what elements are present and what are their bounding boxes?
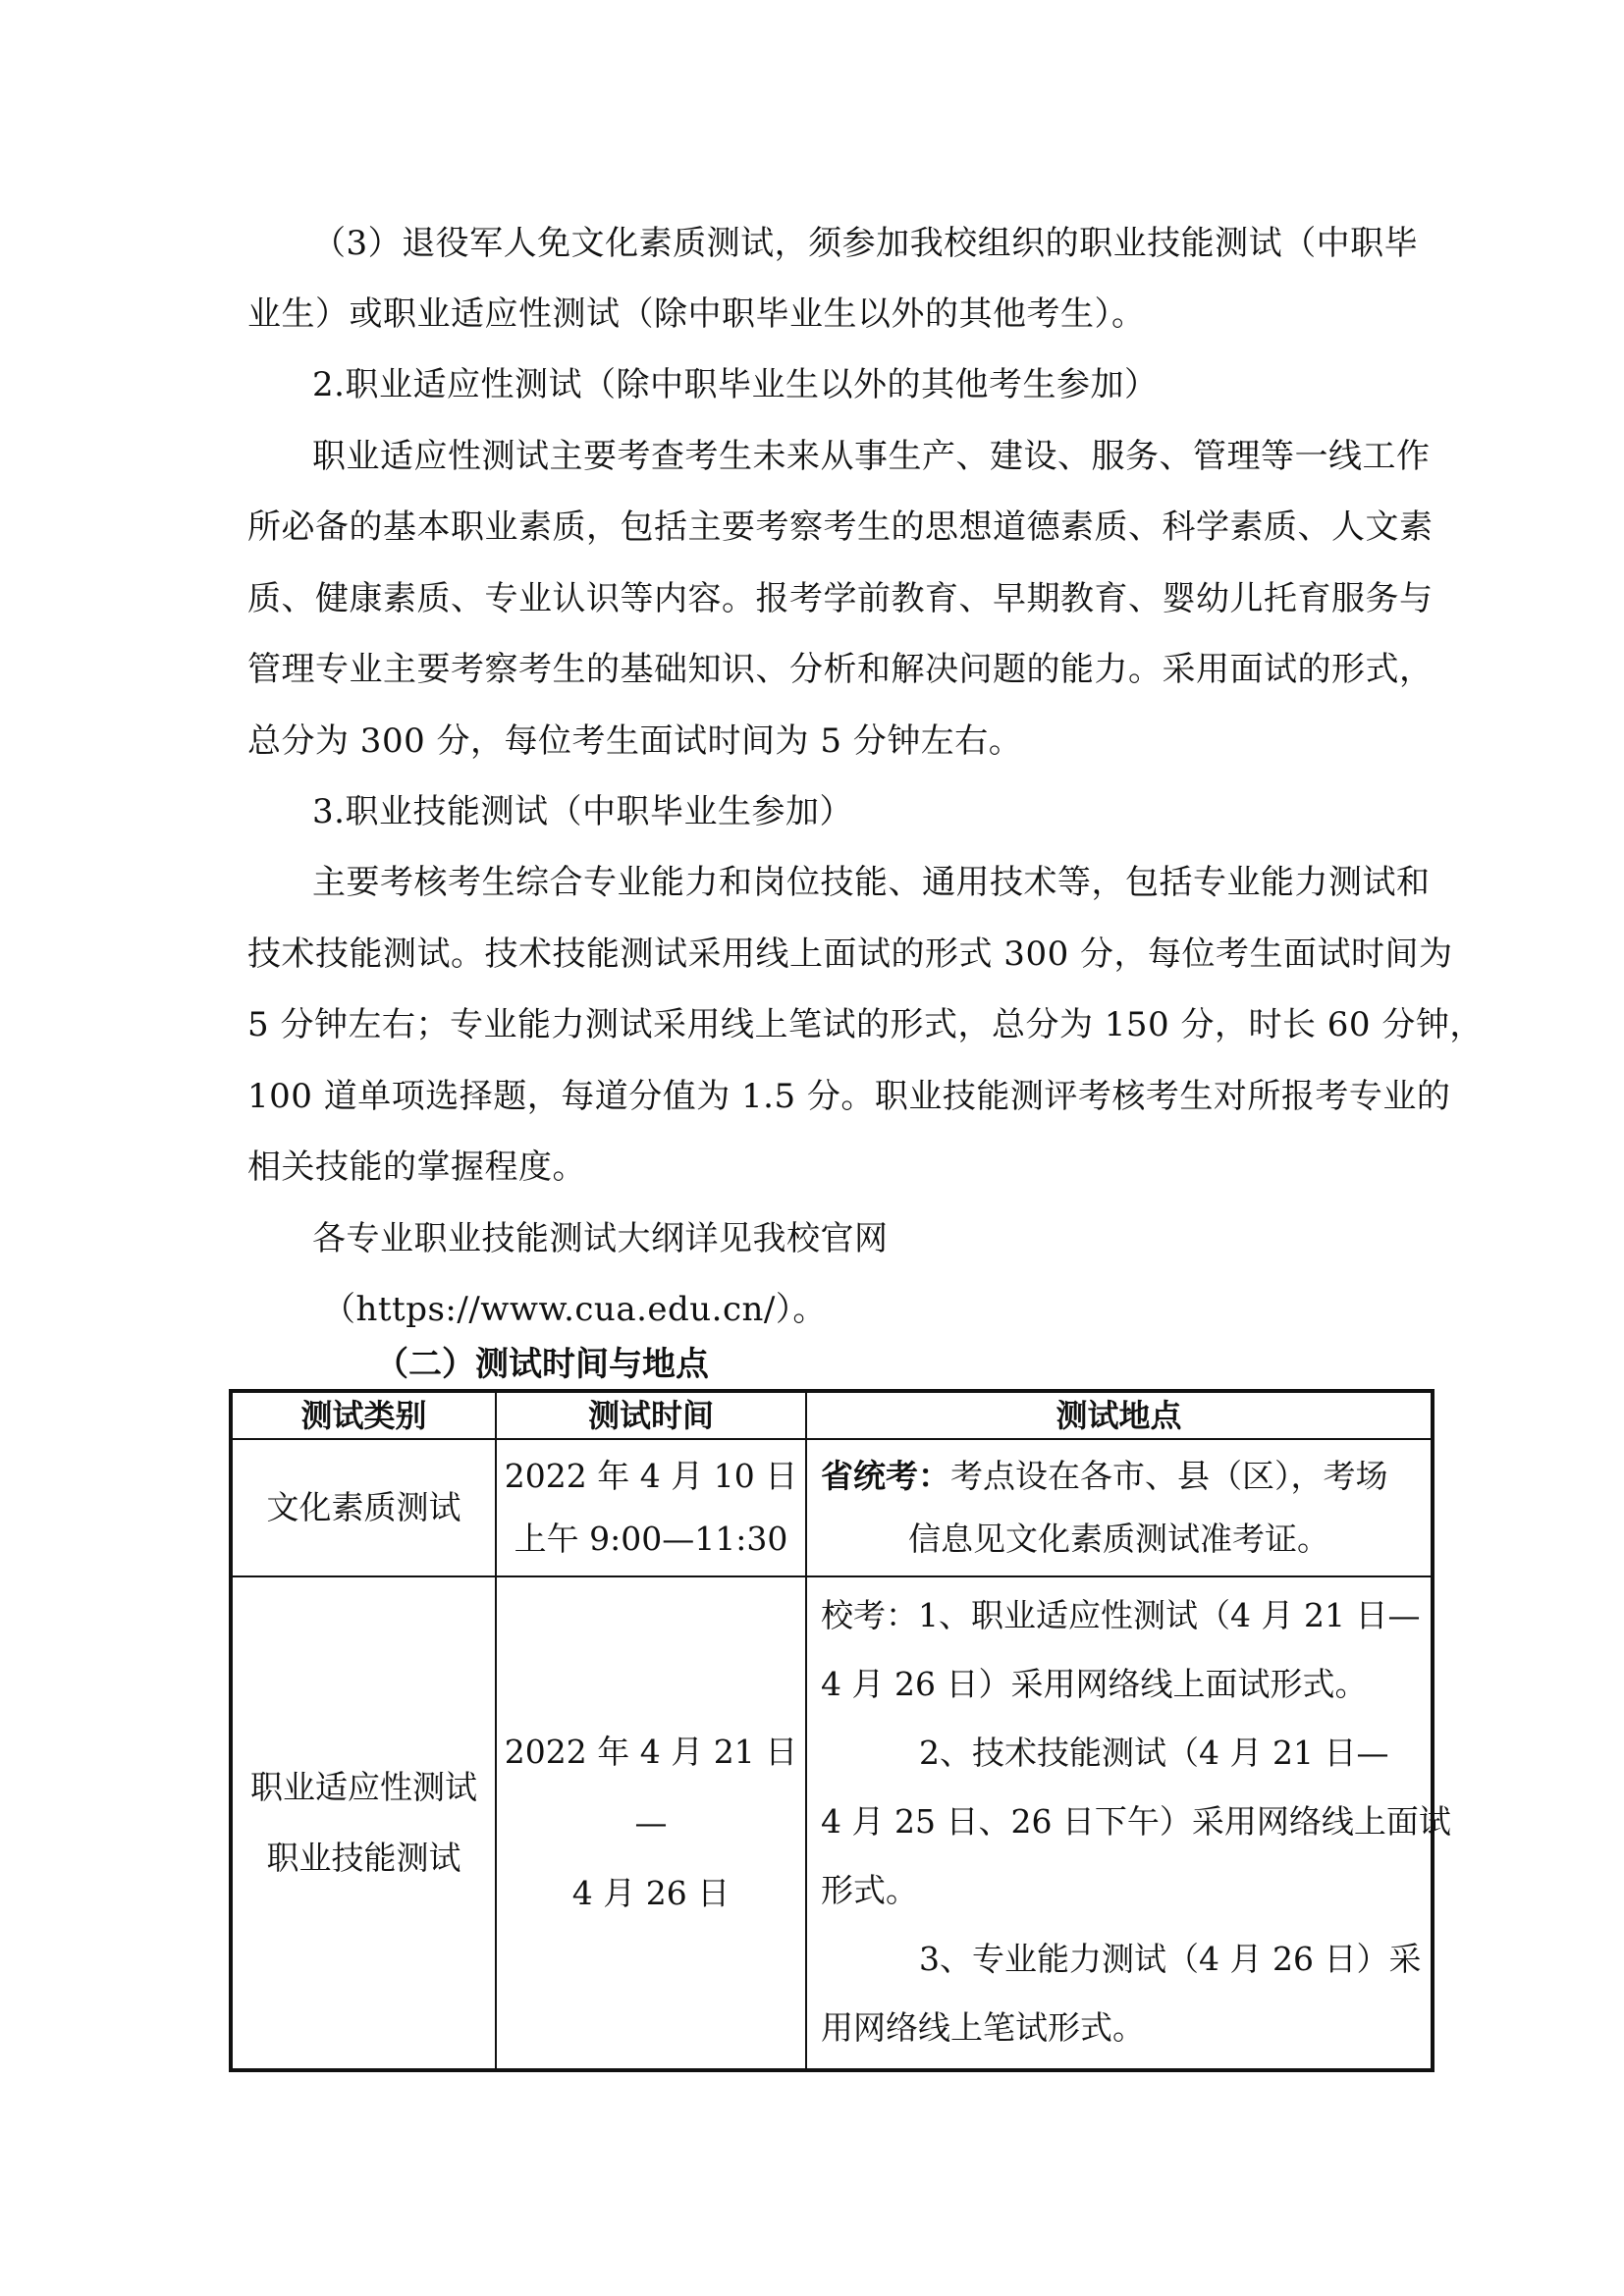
subsection-heading: 2.职业适应性测试（除中职毕业生以外的其他考生参加） <box>312 365 1159 404</box>
time-line: 上午 9:00—11:30 <box>514 1520 788 1558</box>
paragraph-line: 各专业职业技能测试大纲详见我校官网 <box>312 1219 889 1258</box>
time-line: 2022 年 4 月 10 日 <box>504 1457 798 1495</box>
paragraph-line: 100 道单项选择题，每道分值为 1.5 分。职业技能测评考核考生对所报考专业的 <box>247 1077 1451 1116</box>
paragraph-line: 主要考核考生综合专业能力和岗位技能、通用技术等，包括专业能力测试和 <box>312 863 1431 902</box>
cell-time <box>496 1439 806 1576</box>
header-time: 测试时间 <box>496 1391 806 1439</box>
cell-location <box>806 1439 1433 1576</box>
subsection-heading: 3.职业技能测试（中职毕业生参加） <box>312 792 853 831</box>
category-text: 文化素质测试 <box>266 1488 461 1526</box>
location-text: 考点设在各市、县（区），考场 <box>950 1457 1388 1495</box>
paragraph-line: （3）退役军人免文化素质测试，须参加我校组织的职业技能测试（中职毕 <box>312 224 1419 263</box>
paragraph-line: 总分为 300 分，每位考生面试时间为 5 分钟左右。 <box>247 721 1023 761</box>
section-heading: （二）测试时间与地点 <box>375 1345 709 1384</box>
location-item: 用网络线上笔试形式。 <box>821 2008 1145 2047</box>
table-header-row <box>231 1391 1433 1439</box>
paragraph-line: 相关技能的掌握程度。 <box>247 1148 586 1187</box>
location-item: 形式。 <box>821 1871 918 1909</box>
cell-time <box>496 1576 806 2070</box>
location-item: 4 月 26 日）采用网络线上面试形式。 <box>821 1665 1368 1703</box>
cell-location <box>806 1576 1451 2070</box>
category-text: 职业技能测试 <box>266 1839 461 1877</box>
paragraph-line: 职业适应性测试主要考查考生未来从事生产、建设、服务、管理等一线工作 <box>312 437 1431 476</box>
time-line: 4 月 26 日 <box>571 1874 731 1912</box>
paragraph-line: 技术技能测试。技术技能测试采用线上面试的形式 300 分，每位考生面试时间为 <box>247 934 1453 974</box>
header-category: 测试类别 <box>231 1391 496 1439</box>
time-line: 2022 年 4 月 21 日— <box>504 1733 798 1842</box>
schedule-table <box>229 1389 1451 2072</box>
paragraph-line: 管理专业主要考察考生的基础知识、分析和解决问题的能力。采用面试的形式， <box>247 650 1434 689</box>
category-text: 职业适应性测试 <box>250 1768 477 1806</box>
paragraph-line: 5 分钟左右；专业能力测试采用线上笔试的形式，总分为 150 分，时长 60 分钟， <box>247 1005 1484 1044</box>
table-row <box>231 1576 1433 2070</box>
location-item: 3、专业能力测试（4 月 26 日）采 <box>919 1940 1422 1978</box>
cell-category <box>231 1576 496 2070</box>
cell-category <box>231 1439 496 1576</box>
location-item: 4 月 25 日、26 日下午）采用网络线上面试 <box>821 1802 1451 1841</box>
table-row <box>231 1439 1433 1576</box>
location-text: 信息见文化素质测试准考证。 <box>908 1520 1329 1558</box>
location-item: 2、技术技能测试（4 月 21 日— <box>919 1734 1389 1772</box>
paragraph-line: 业生）或职业适应性测试（除中职毕业生以外的其他考生）。 <box>247 294 1146 334</box>
location-label: 省统考： <box>821 1457 950 1495</box>
paragraph-line: 所必备的基本职业素质，包括主要考察考生的思想道德素质、科学素质、人文素 <box>247 507 1434 547</box>
header-location: 测试地点 <box>806 1391 1433 1439</box>
paragraph-line: 质、健康素质、专业认识等内容。报考学前教育、早期教育、婴幼儿托育服务与 <box>247 579 1434 618</box>
location-item: 校考：1、职业适应性测试（4 月 21 日— <box>821 1596 1421 1634</box>
website-link[interactable]: （https://www.cua.edu.cn/）。 <box>322 1290 827 1329</box>
